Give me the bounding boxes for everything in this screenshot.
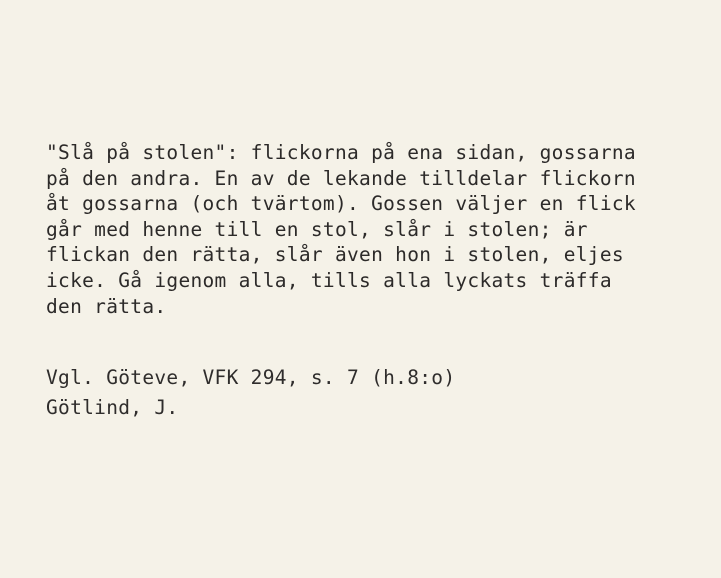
description-line-7: den rätta. [46, 294, 167, 318]
description-line-4: går med henne till en stol, slår i stolen; är [46, 217, 588, 241]
source-block [46, 363, 455, 423]
description-line-6: icke. Gå igenom alla, tills alla lyckats träffa [46, 268, 612, 292]
game-description [46, 140, 721, 319]
description-line-1: "Slå på stolen": flickorna på ena sidan, gossarna [46, 141, 636, 164]
description-line-3: åt gossarna (och tvärtom). Gossen väljer en flick [46, 192, 636, 216]
description-line-5: flickan den rätta, slår även hon i stolen, eljes [46, 243, 624, 267]
source-reference: Vgl. Göteve, VFK 294, s. 7 (h.8:o) [46, 366, 456, 389]
collector-name: Götlind, J. [46, 396, 179, 419]
description-line-2: på den andra. En av de lekande tilldelar flickorn [46, 166, 636, 190]
